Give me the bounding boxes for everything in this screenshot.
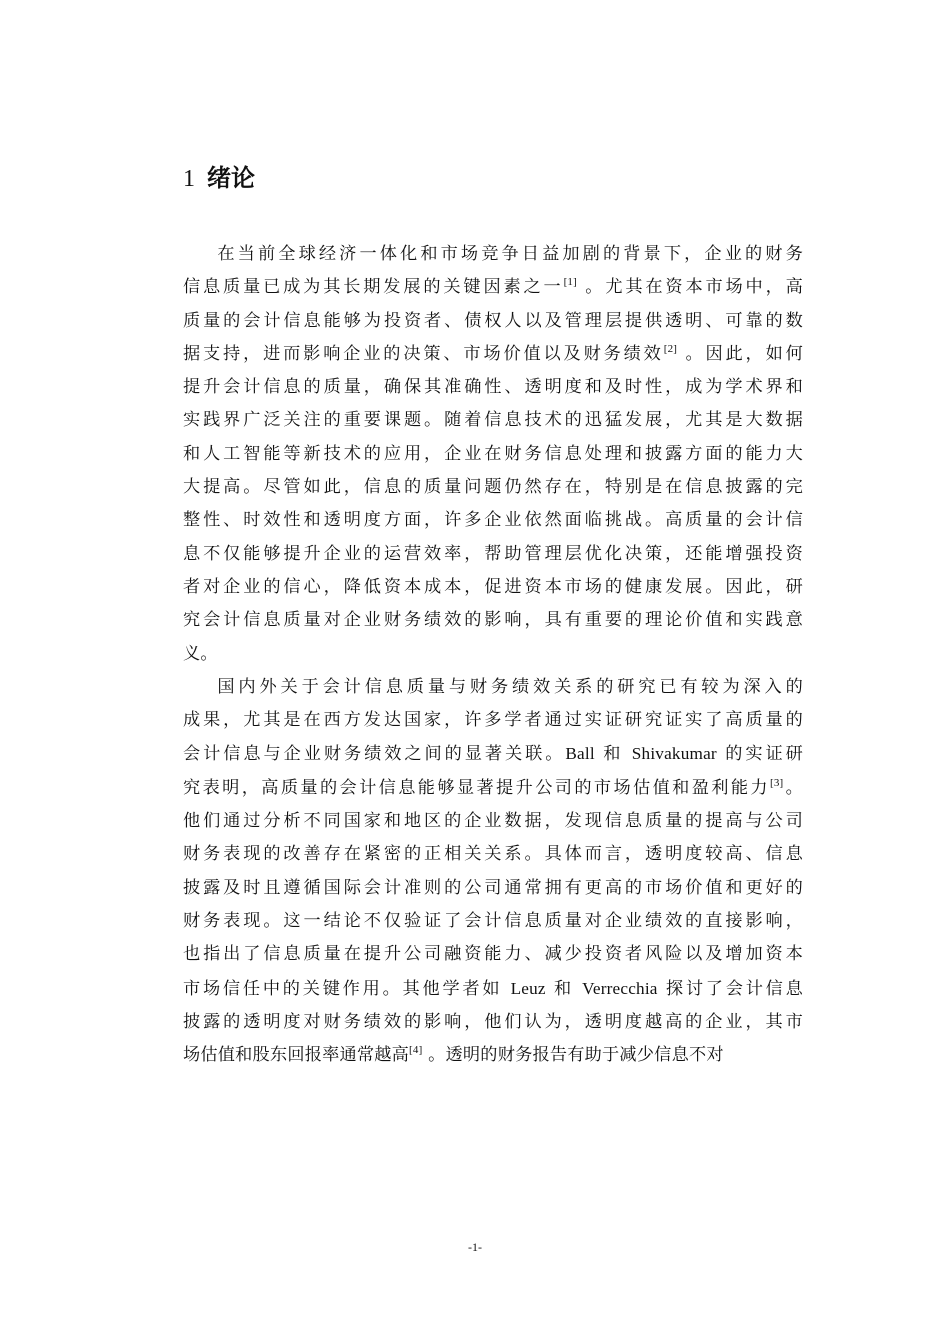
text-segment: 。透明的财务报告有助于减少信息不对	[422, 1045, 724, 1066]
text-segment: 据支持，进而影响企业的决策、市场价值以及财务绩效	[183, 343, 664, 364]
text-line	[183, 538, 803, 571]
text-segment: 他们通过分析不同国家和地区的企业数据，发现信息质量的提高与公司	[183, 811, 803, 832]
text-segment: 成果，尤其是在西方发达国家，许多学者通过实证研究证实了高质量的	[183, 710, 803, 731]
text-line	[183, 604, 803, 637]
text-line	[183, 238, 803, 271]
text-line	[183, 737, 803, 771]
text-segment: 整性、时效性和透明度方面，许多企业依然面临挑战。高质量的会计信	[183, 510, 803, 531]
author-name: Shivakumar	[631, 744, 717, 764]
text-segment: 质量的会计信息能够为投资者、债权人以及管理层提供透明、可靠的数	[183, 310, 803, 331]
citation-ref: [3]	[769, 776, 784, 789]
text-line	[183, 972, 803, 1006]
section-number: 1	[183, 166, 195, 192]
page-number: -1-	[468, 1240, 482, 1254]
text-segment: 实践界广泛关注的重要课题。随着信息技术的迅猛发展，尤其是大数据	[183, 410, 803, 431]
text-segment: 的实证研	[716, 744, 803, 765]
text-line	[183, 838, 803, 871]
paragraph	[183, 238, 803, 671]
text-line	[183, 438, 803, 471]
body-text	[183, 238, 803, 1072]
author-name: Leuz	[510, 978, 546, 998]
text-segment: 会计信息与企业财务绩效之间的显著关联。	[183, 744, 566, 765]
text-segment: 场估值和股东回报率通常越高	[183, 1045, 410, 1066]
citation-ref: [1]	[563, 276, 577, 289]
paragraph	[183, 671, 803, 1073]
text-segment: 究表明，高质量的会计信息能够显著提升公司的市场估值和盈利能力	[183, 777, 770, 798]
text-segment: 和人工智能等新技术的应用，企业在财务信息处理和披露方面的能力大	[183, 443, 803, 464]
text-line	[183, 671, 803, 704]
text-line	[183, 872, 803, 905]
text-segment: 也指出了信息质量在提升公司融资能力、减少投资者风险以及增加资本	[183, 944, 803, 965]
section-title: 绪论	[207, 164, 255, 192]
text-segment: 提升会计信息的质量，确保其准确性、透明度和及时性，成为学术界和	[183, 377, 803, 398]
text-line	[183, 404, 803, 437]
text-line	[183, 338, 803, 371]
text-segment: 息不仅能够提升企业的运营效率，帮助管理层优化决策，还能增强投资	[183, 543, 803, 564]
text-line	[183, 638, 803, 671]
text-line	[183, 772, 803, 805]
citation-ref: [4]	[409, 1044, 423, 1057]
text-line	[183, 471, 803, 504]
text-segment: 披露的透明度对财务绩效的影响，他们认为，透明度越高的企业，其市	[183, 1011, 803, 1032]
text-line	[183, 938, 803, 971]
text-segment: 在当前全球经济一体化和市场竞争日益加剧的背景下，企业的财务	[217, 244, 803, 264]
text-line	[183, 805, 803, 838]
text-segment: 和	[594, 744, 632, 765]
text-segment: 者对企业的信心，降低资本成本，促进资本市场的健康发展。因此，研	[183, 576, 803, 597]
text-line	[183, 305, 803, 338]
text-line	[183, 271, 803, 304]
text-segment: 和	[545, 978, 583, 999]
text-segment: 市场信任中的关键作用。其他学者如	[183, 978, 511, 999]
text-segment: 披露及时且遵循国际会计准则的公司通常拥有更高的市场价值和更好的	[183, 877, 803, 898]
section-heading	[183, 162, 255, 195]
text-line	[183, 571, 803, 604]
text-segment: 国内外关于会计信息质量与财务绩效关系的研究已有较为深入的	[217, 676, 803, 697]
author-name: Verrecchia	[582, 978, 658, 998]
citation-ref: [2]	[663, 342, 678, 355]
text-segment: 义。	[183, 643, 218, 664]
text-segment: 财务表现。这一结论不仅验证了会计信息质量对企业绩效的直接影响，	[183, 910, 803, 931]
text-segment: 。	[783, 777, 803, 798]
text-line	[183, 704, 803, 737]
text-line	[183, 905, 803, 938]
text-segment: 信息质量已成为其长期发展的关键因素之一	[183, 277, 564, 298]
text-segment: 究会计信息质量对企业财务绩效的影响，具有重要的理论价值和实践意	[183, 610, 803, 631]
text-segment: 大提高。尽管如此，信息的质量问题仍然存在，特别是在信息披露的完	[183, 477, 803, 498]
text-segment: 。因此，如何	[677, 343, 803, 364]
text-segment: 探讨了会计信息	[657, 978, 803, 999]
text-line	[183, 504, 803, 537]
text-line	[183, 1039, 803, 1072]
author-name: Ball	[565, 744, 595, 764]
text-line	[183, 1006, 803, 1039]
text-segment: 。尤其在资本市场中，高	[577, 277, 803, 298]
text-segment: 财务表现的改善存在紧密的正相关关系。具体而言，透明度较高、信息	[183, 844, 803, 865]
text-line	[183, 371, 803, 404]
